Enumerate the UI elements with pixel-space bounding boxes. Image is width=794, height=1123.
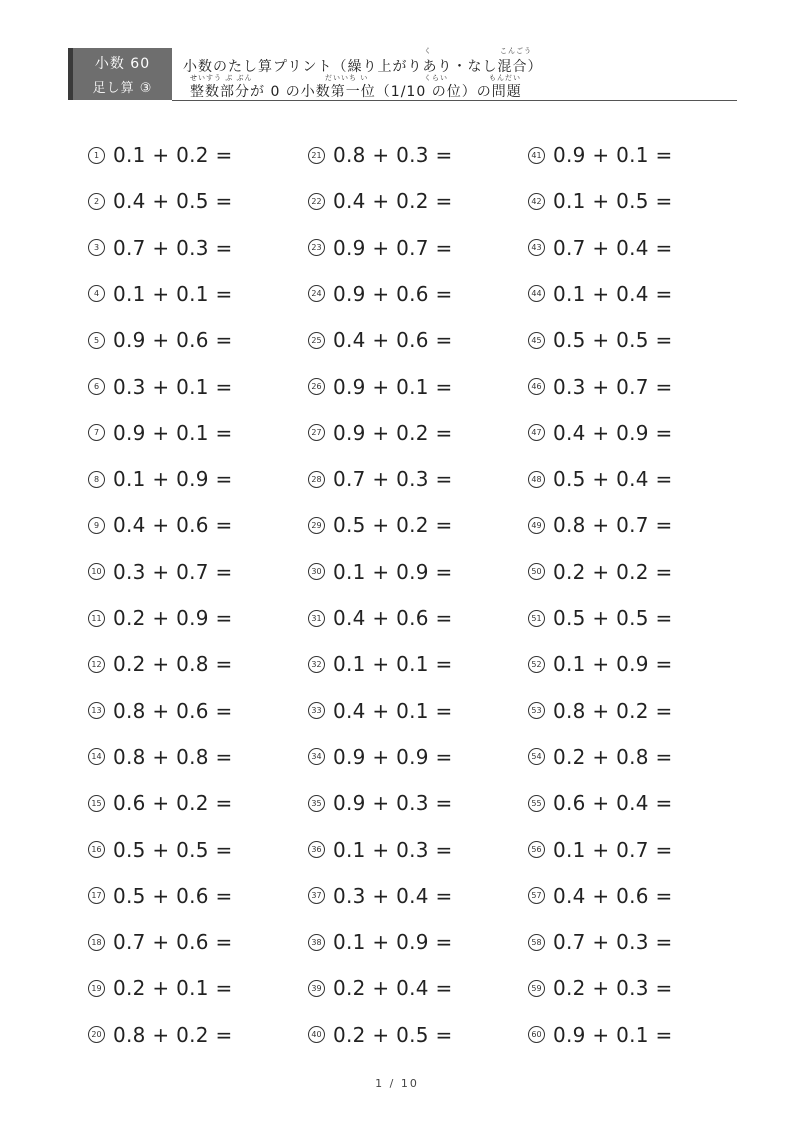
problem-expression: 0.5 + 0.2 = (333, 513, 453, 538)
problem-number: 14 (88, 748, 105, 765)
problem-expression: 0.9 + 0.1 = (333, 374, 453, 399)
worksheet-badge (68, 48, 172, 100)
problem-item (528, 184, 673, 218)
problem-expression: 0.6 + 0.4 = (553, 791, 673, 816)
problem-item (528, 833, 673, 867)
problem-expression: 0.1 + 0.4 = (553, 281, 673, 306)
problem-expression: 0.4 + 0.6 = (333, 606, 453, 630)
problem-item (308, 601, 453, 635)
problem-expression: 0.1 + 0.1 = (333, 652, 453, 677)
problem-item (308, 462, 453, 496)
ruby-kurai: くらい (424, 74, 448, 82)
problem-expression: 0.2 + 0.9 = (113, 606, 233, 630)
problem-item (528, 416, 673, 450)
problem-grid (88, 138, 748, 1068)
problem-item (308, 786, 453, 820)
problem-item (308, 138, 453, 172)
problem-expression: 0.8 + 0.2 = (553, 698, 673, 723)
problem-item (528, 879, 673, 913)
problem-expression: 0.9 + 0.3 = (333, 791, 453, 816)
problem-number: 59 (528, 980, 545, 997)
problem-expression: 0.1 + 0.2 = (113, 143, 233, 167)
problem-expression: 0.3 + 0.7 = (553, 374, 673, 399)
problem-number: 21 (308, 147, 325, 164)
problem-number: 55 (528, 795, 545, 812)
problem-expression: 0.7 + 0.4 = (553, 235, 673, 260)
problem-item (308, 555, 453, 589)
problem-item (308, 971, 453, 1005)
problem-expression: 0.9 + 0.7 = (333, 235, 453, 260)
problem-number: 60 (528, 1026, 545, 1043)
problem-expression: 0.8 + 0.6 = (113, 698, 233, 723)
problem-item (528, 555, 673, 589)
problem-expression: 0.2 + 0.4 = (333, 976, 453, 1001)
problem-item (528, 694, 673, 728)
problem-number: 5 (88, 332, 105, 349)
problem-expression: 0.4 + 0.6 = (113, 513, 233, 538)
problem-item (88, 879, 233, 913)
problem-number: 33 (308, 702, 325, 719)
problem-number: 50 (528, 563, 545, 580)
problem-number: 7 (88, 424, 105, 441)
problem-expression: 0.9 + 0.1 = (553, 143, 673, 167)
problem-item (308, 370, 453, 404)
problem-number: 44 (528, 285, 545, 302)
problem-expression: 0.3 + 0.4 = (333, 883, 453, 908)
problem-number: 2 (88, 193, 105, 210)
problem-number: 3 (88, 239, 105, 256)
problem-number: 53 (528, 702, 545, 719)
problem-number: 26 (308, 378, 325, 395)
problem-expression: 0.8 + 0.8 = (113, 744, 233, 769)
problem-expression: 0.2 + 0.3 = (553, 976, 673, 1001)
problem-item (88, 1018, 233, 1052)
problem-number: 23 (308, 239, 325, 256)
problem-expression: 0.9 + 0.6 = (113, 328, 233, 353)
problem-number: 45 (528, 332, 545, 349)
problem-expression: 0.5 + 0.5 = (113, 837, 233, 862)
problem-expression: 0.9 + 0.6 = (333, 281, 453, 306)
problem-expression: 0.2 + 0.8 = (553, 744, 673, 769)
problem-number: 35 (308, 795, 325, 812)
problem-expression: 0.9 + 0.9 = (333, 744, 453, 769)
header-divider (172, 100, 737, 101)
problem-expression: 0.9 + 0.1 = (113, 420, 233, 445)
problem-number: 54 (528, 748, 545, 765)
problem-expression: 0.8 + 0.2 = (113, 1022, 233, 1047)
problem-expression: 0.1 + 0.9 = (113, 467, 233, 492)
problem-expression: 0.1 + 0.9 = (333, 559, 453, 584)
problem-item (528, 1018, 673, 1052)
problem-item (528, 647, 673, 681)
problem-item (88, 555, 233, 589)
problem-item (308, 508, 453, 542)
problem-number: 10 (88, 563, 105, 580)
problem-number: 8 (88, 471, 105, 488)
problem-expression: 0.4 + 0.6 = (333, 328, 453, 353)
problem-item (528, 277, 673, 311)
problem-expression: 0.4 + 0.2 = (333, 189, 453, 214)
problem-item (528, 740, 673, 774)
problem-number: 19 (88, 980, 105, 997)
badge-worksheet-label: 足し算 ③ (92, 81, 153, 96)
problem-expression: 0.7 + 0.6 = (113, 930, 233, 955)
problem-item (88, 184, 233, 218)
problem-expression: 0.7 + 0.3 = (113, 235, 233, 260)
problem-expression: 0.1 + 0.5 = (553, 189, 673, 214)
problem-number: 20 (88, 1026, 105, 1043)
problem-number: 51 (528, 610, 545, 627)
problem-item (88, 277, 233, 311)
ruby-kuri: く (424, 47, 432, 55)
problem-expression: 0.4 + 0.9 = (553, 420, 673, 445)
problem-item (308, 647, 453, 681)
problem-item (528, 138, 673, 172)
problem-number: 48 (528, 471, 545, 488)
problem-number: 52 (528, 656, 545, 673)
problem-item (88, 370, 233, 404)
problem-expression: 0.5 + 0.4 = (553, 467, 673, 492)
problem-item (528, 370, 673, 404)
problem-number: 31 (308, 610, 325, 627)
problem-number: 4 (88, 285, 105, 302)
problem-expression: 0.3 + 0.7 = (113, 559, 233, 584)
ruby-seisuububun: せいすう ぶ ぶん (190, 74, 253, 82)
problem-item (308, 1018, 453, 1052)
problem-expression: 0.5 + 0.5 = (553, 606, 673, 630)
page-number: 1 / 10 (375, 1077, 419, 1090)
problem-expression: 0.9 + 0.1 = (553, 1022, 673, 1047)
problem-expression: 0.1 + 0.9 = (553, 652, 673, 677)
problem-expression: 0.1 + 0.1 = (113, 281, 233, 306)
problem-number: 56 (528, 841, 545, 858)
problem-item (88, 833, 233, 867)
problem-expression: 0.8 + 0.3 = (333, 143, 453, 167)
problem-expression: 0.2 + 0.5 = (333, 1022, 453, 1047)
problem-item (88, 647, 233, 681)
problem-number: 37 (308, 887, 325, 904)
problem-expression: 0.4 + 0.5 = (113, 189, 233, 214)
problem-number: 27 (308, 424, 325, 441)
problem-item (88, 925, 233, 959)
badge-series-label: 小数 60 (94, 56, 151, 72)
problem-number: 25 (308, 332, 325, 349)
problem-number: 46 (528, 378, 545, 395)
problem-item (88, 138, 233, 172)
ruby-daiichii: だいいち い (325, 74, 369, 82)
problem-item (88, 786, 233, 820)
problem-expression: 0.7 + 0.3 = (553, 930, 673, 955)
problem-expression: 0.7 + 0.3 = (333, 467, 453, 492)
problem-expression: 0.2 + 0.8 = (113, 652, 233, 677)
problem-number: 12 (88, 656, 105, 673)
problem-number: 49 (528, 517, 545, 534)
problem-number: 28 (308, 471, 325, 488)
problem-item (88, 971, 233, 1005)
problem-number: 15 (88, 795, 105, 812)
problem-item (308, 184, 453, 218)
problem-item (88, 462, 233, 496)
problem-item (308, 416, 453, 450)
problem-item (88, 508, 233, 542)
problem-expression: 0.5 + 0.5 = (553, 328, 673, 353)
problem-item (308, 231, 453, 265)
problem-expression: 0.1 + 0.9 = (333, 930, 453, 955)
problem-number: 58 (528, 934, 545, 951)
problem-item (308, 925, 453, 959)
problem-number: 16 (88, 841, 105, 858)
problem-number: 9 (88, 517, 105, 534)
problem-number: 40 (308, 1026, 325, 1043)
problem-item (88, 416, 233, 450)
problem-number: 36 (308, 841, 325, 858)
problem-item (528, 462, 673, 496)
problem-item (88, 231, 233, 265)
problem-expression: 0.5 + 0.6 = (113, 883, 233, 908)
problem-item (308, 833, 453, 867)
problem-expression: 0.8 + 0.7 = (553, 513, 673, 538)
problem-number: 42 (528, 193, 545, 210)
problem-expression: 0.4 + 0.6 = (553, 883, 673, 908)
problem-number: 13 (88, 702, 105, 719)
problem-expression: 0.4 + 0.1 = (333, 698, 453, 723)
problem-item (88, 740, 233, 774)
problem-item (528, 323, 673, 357)
worksheet-subtitle: 整数部分が 0 の小数第一位（1/10 の位）の問題 (190, 84, 522, 100)
problem-number: 6 (88, 378, 105, 395)
problem-number: 30 (308, 563, 325, 580)
problem-item (528, 786, 673, 820)
problem-number: 39 (308, 980, 325, 997)
ruby-mondai: もんだい (489, 74, 521, 82)
problem-expression: 0.2 + 0.2 = (553, 559, 673, 584)
problem-number: 24 (308, 285, 325, 302)
problem-number: 1 (88, 147, 105, 164)
problem-item (528, 925, 673, 959)
problem-item (308, 277, 453, 311)
problem-expression: 0.9 + 0.2 = (333, 420, 453, 445)
problem-item (88, 601, 233, 635)
problem-item (88, 694, 233, 728)
problem-item (308, 879, 453, 913)
problem-item (528, 601, 673, 635)
problem-expression: 0.1 + 0.7 = (553, 837, 673, 862)
problem-number: 32 (308, 656, 325, 673)
problem-item (88, 323, 233, 357)
problem-expression: 0.6 + 0.2 = (113, 791, 233, 816)
problem-number: 18 (88, 934, 105, 951)
problem-number: 17 (88, 887, 105, 904)
problem-expression: 0.1 + 0.3 = (333, 837, 453, 862)
problem-number: 57 (528, 887, 545, 904)
problem-number: 47 (528, 424, 545, 441)
problem-expression: 0.3 + 0.1 = (113, 374, 233, 399)
problem-number: 29 (308, 517, 325, 534)
problem-item (308, 323, 453, 357)
problem-expression: 0.2 + 0.1 = (113, 976, 233, 1001)
problem-number: 22 (308, 193, 325, 210)
problem-number: 43 (528, 239, 545, 256)
ruby-kongou: こんごう (500, 47, 532, 55)
problem-number: 11 (88, 610, 105, 627)
problem-number: 38 (308, 934, 325, 951)
problem-item (308, 740, 453, 774)
worksheet-title: 小数のたし算プリント（繰り上がりあり・なし混合） (183, 59, 543, 75)
problem-item (308, 694, 453, 728)
problem-number: 34 (308, 748, 325, 765)
problem-item (528, 971, 673, 1005)
problem-number: 41 (528, 147, 545, 164)
problem-item (528, 508, 673, 542)
problem-item (528, 231, 673, 265)
